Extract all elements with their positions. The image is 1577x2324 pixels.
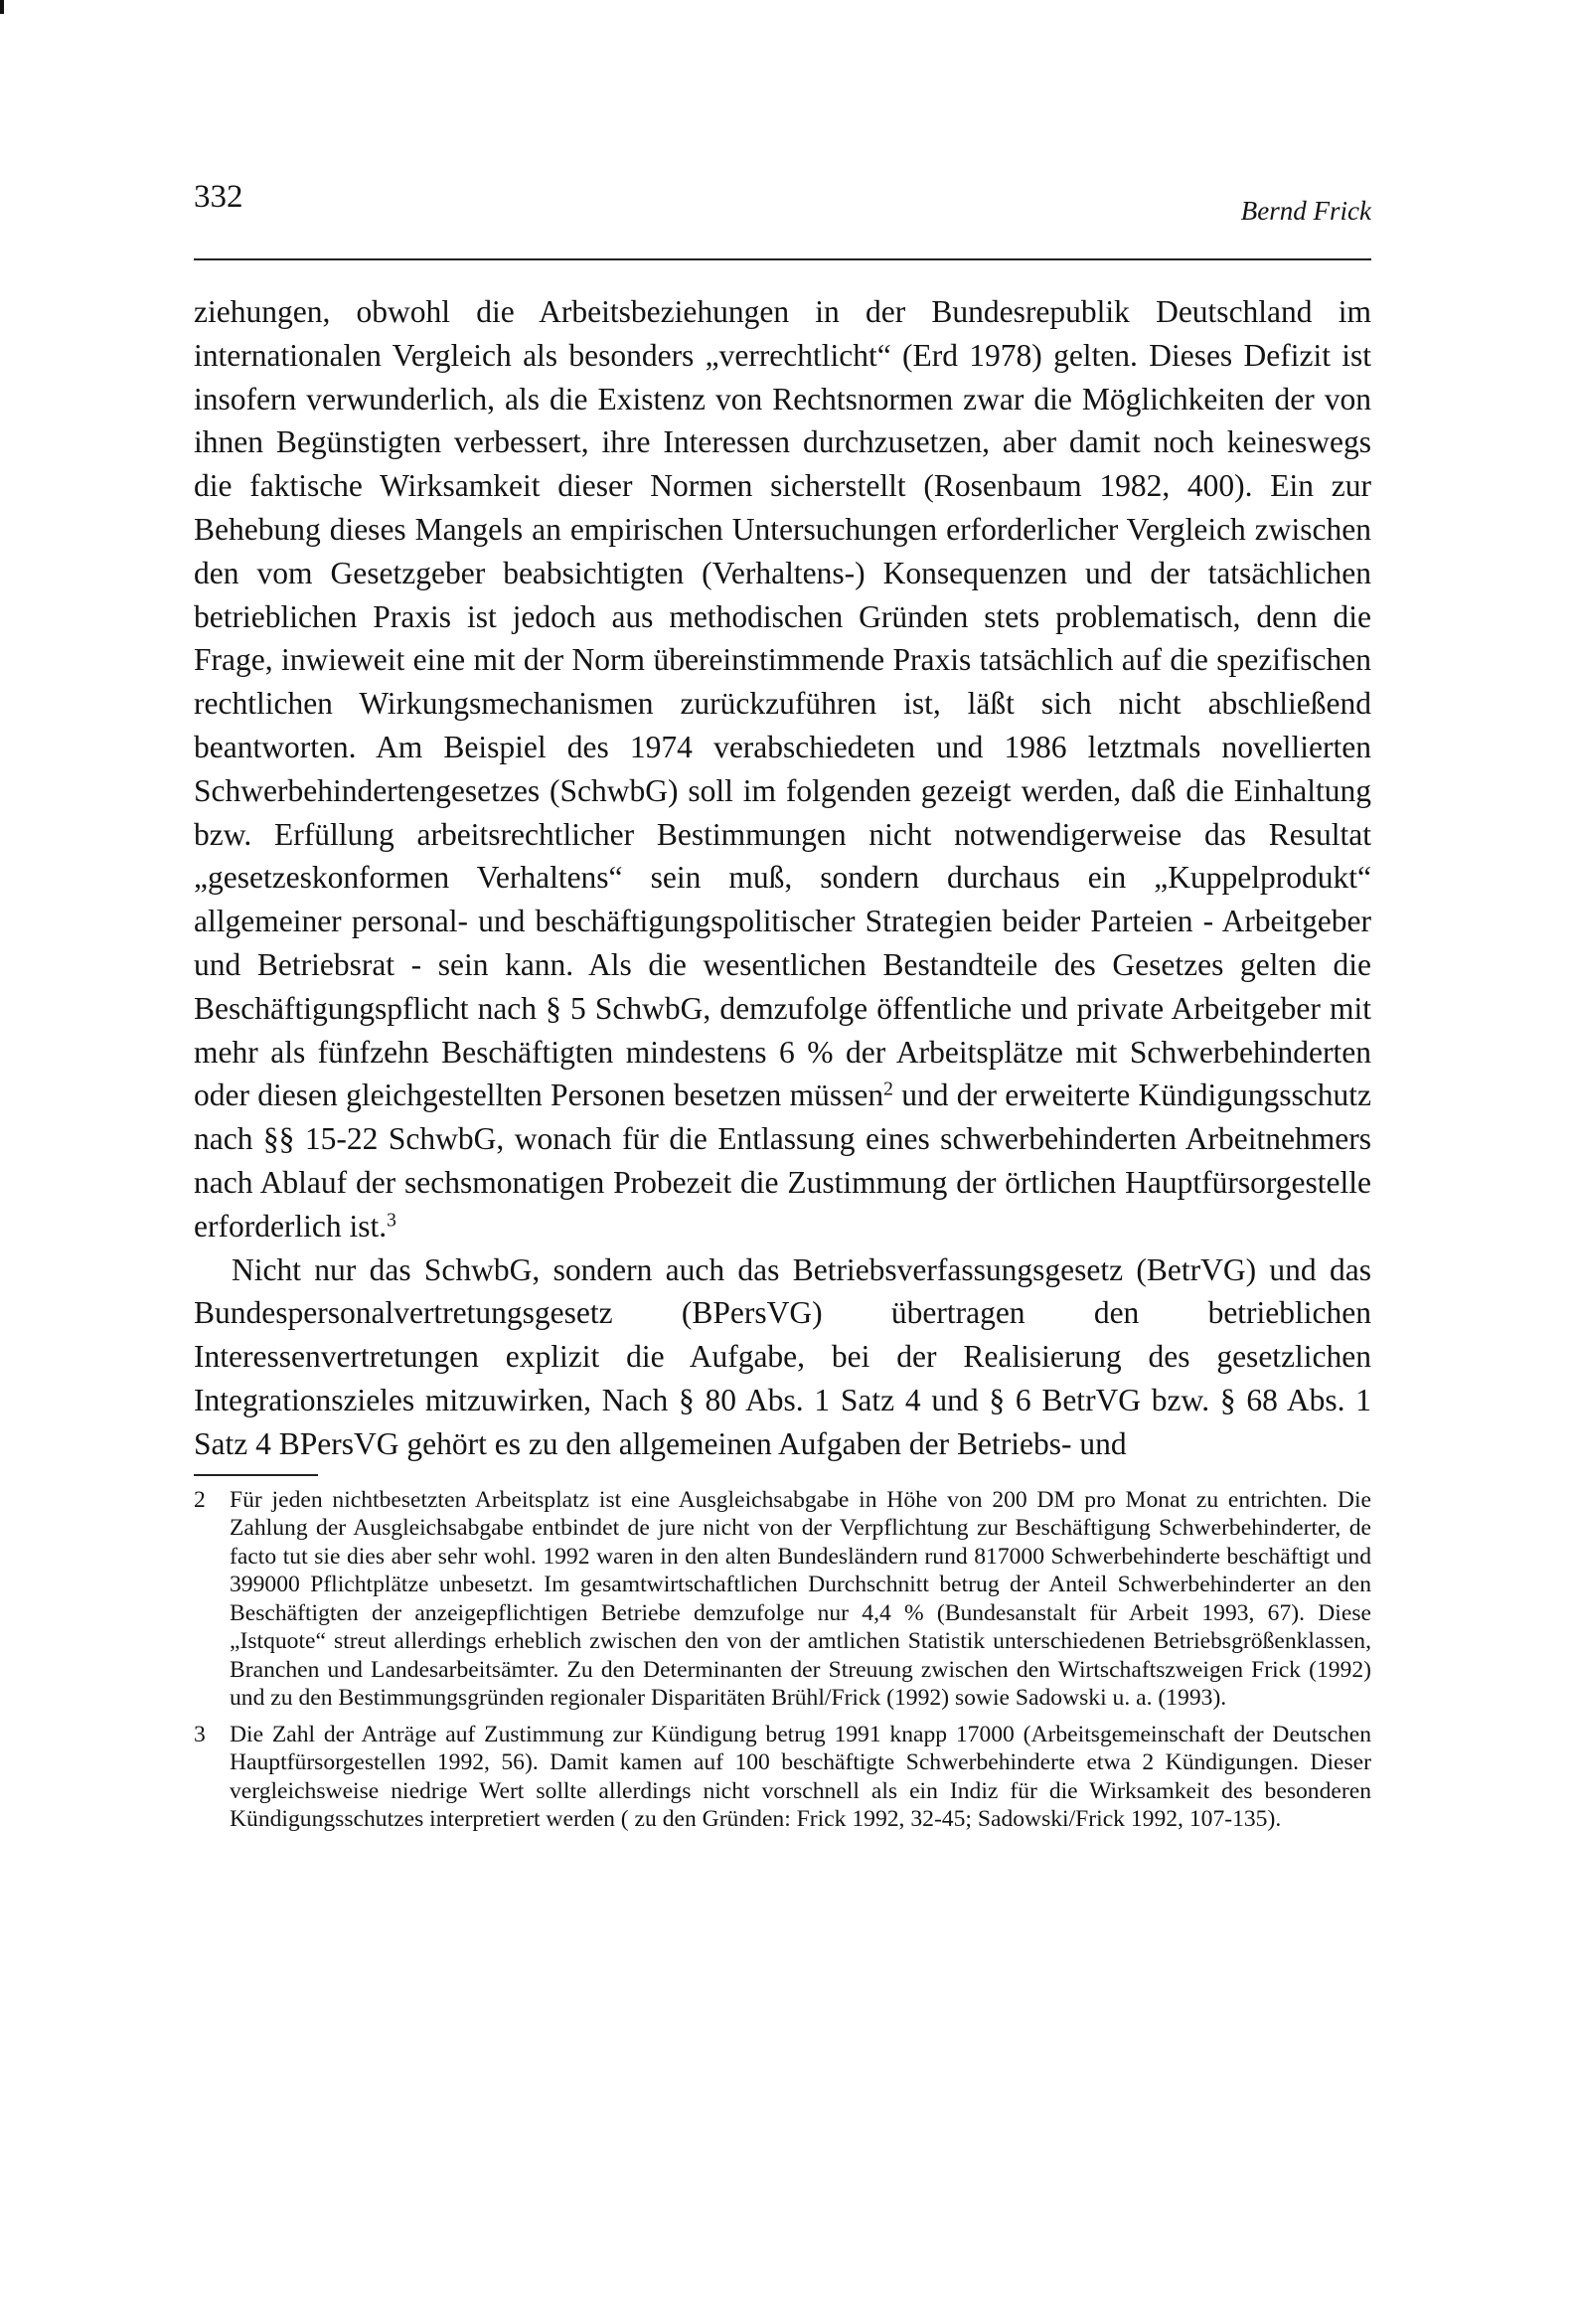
paragraph-1 (194, 290, 1371, 1248)
page-number: 332 (194, 179, 243, 215)
page (194, 177, 1371, 1842)
footnote-ref-3[interactable]: 3 (387, 1210, 396, 1231)
paragraph-2: Nicht nur das SchwbG, sondern auch das Betriebsverfassungsgesetz (BetrVG) und das Bundespersonalvertretungsgesetz (BPersVG) übertragen den betrieblichen Interessenvertretungen explizit die Aufgabe, bei der Realisierung des gesetzlichen Integrationszieles mitzuwirken, Nach § 80 Abs. 1 Satz 4 und § 6 BetrVG bzw. § 68 Abs. 1 Satz 4 BPersVG gehört es zu den allgemeinen Aufgaben der Betriebs- und (194, 1251, 1371, 1461)
footnote-text: Für jeden nichtbesetzten Arbeitsplatz ist eine Ausgleichsabgabe in Höhe von 200 DM pro Monat zu entrichten. Die Zahlung der Ausgleichsabgabe entbindet de jure nicht von der Verpflichtung zur Beschäftigung Schwerbehinderter, de facto tut sie dies aber sehr wohl. 1992 waren in den alten Bundesländern rund 817000 Schwerbehinderte beschäftigt und 399000 Pflichtplätze unbesetzt. Im gesamtwirtschaftlichen Durchschnitt betrug der Anteil Schwerbehinderter an den Beschäftigten der anzeigepflichtigen Betriebe demzufolge nur 4,4 % (Bundesanstalt für Arbeit 1993, 67). Diese „Istquote“ streut allerdings erheblich zwischen den von der amtlichen Statistik unterschiedenen Betriebsgrößenklassen, Branchen und Landesarbeitsämter. Zu den Determinanten der Streuung zwischen den Wirtschaftszweigen Frick (1992) und zu den Bestimmungsgründen regionaler Disparitäten Brühl/Frick (1992) sowie Sadowski u. a. (1993). (230, 1486, 1371, 1712)
footnote-text: Die Zahl der Anträge auf Zustimmung zur Kündigung betrug 1991 knapp 17000 (Arbeitsgemeinschaft der Deutschen Hauptfürsorgestellen 1992, 56). Damit kamen auf 100 beschäftigte Schwerbehinderte etwa 2 Kündigungen. Dieser vergleichsweise niedrige Wert sollte allerdings nicht vorschnell als ein Indiz für die Wirksamkeit des besonderen Kündigungsschutzes interpretiert werden ( zu den Gründen: Frick 1992, 32-45; Sadowski/Frick 1992, 107-135). (230, 1721, 1371, 1833)
footnotes (194, 1486, 1371, 1834)
body-text (194, 290, 1371, 1466)
header-rule (194, 258, 1371, 260)
footnote-number: 3 (194, 1721, 206, 1747)
running-head-author: Bernd Frick (1240, 196, 1371, 226)
footnote-rule (194, 1474, 318, 1476)
footnote-ref-2[interactable]: 2 (883, 1079, 893, 1100)
footnote (194, 1486, 1371, 1713)
scan-edge-mark (0, 0, 4, 14)
page-header (194, 177, 1371, 239)
footnote-number: 2 (194, 1486, 206, 1513)
footnote (194, 1721, 1371, 1834)
paragraph-1-text-b: und der erweiterte Kündigungsschutz nach §§ 15-22 SchwbG, wonach für die Entlassung eines schwerbehinderten Arbeitnehmers nach Ablauf der sechsmonatigen Probezeit die Zustimmung der örtlichen Hauptfürsorgestelle erforderlich ist. (194, 1078, 1371, 1244)
paragraph-1-text-a: ziehungen, obwohl die Arbeitsbeziehungen in der Bundesrepublik Deutschland im internationalen Vergleich als besonders „verrechtlicht“ (Erd 1978) gelten. Dieses Defizit ist insofern verwunderlich, als die Existenz von Rechtsnormen zwar die Möglichkeiten der von ihnen Begünstigten verbessert, ihre Interessen durchzusetzen, aber damit noch keineswegs die faktische Wirksamkeit dieser Normen sicherstellt (Rosenbaum 1982, 400). Ein zur Behebung dieses Mangels an empirischen Untersuchungen erforderlicher Vergleich zwischen den vom Gesetzgeber beabsichtigten (Verhaltens-) Konsequenzen und der tatsächlichen betrieblichen Praxis ist jedoch aus methodischen Gründen stets problematisch, denn die Frage, inwieweit eine mit der Norm übereinstimmende Praxis tatsächlich auf die spezifischen rechtlichen Wirkungsmechanismen zurückzuführen ist, läßt sich nicht abschließend beantworten. Am Beispiel des 1974 verabschiedeten und 1986 letztmals novellierten Schwerbehindertengesetzes (SchwbG) soll im folgenden gezeigt werden, daß die Einhaltung bzw. Erfüllung arbeitsrechtlicher Bestimmungen nicht notwendigerweise das Resultat „gesetzeskonformen Verhaltens“ sein muß, sondern durchaus ein „Kuppelprodukt“ allgemeiner personal- und beschäftigungspolitischer Strategien beider Parteien - Arbeitgeber und Betriebsrat - sein kann. Als die wesentlichen Bestandteile des Gesetzes gelten die Beschäftigungspflicht nach § 5 SchwbG, demzufolge öffentliche und private Arbeitgeber mit mehr als fünfzehn Beschäftigten mindestens 6 % der Arbeitsplätze mit Schwerbehinderten oder diesen gleichgestellten Personen besetzen müssen (194, 294, 1371, 1113)
